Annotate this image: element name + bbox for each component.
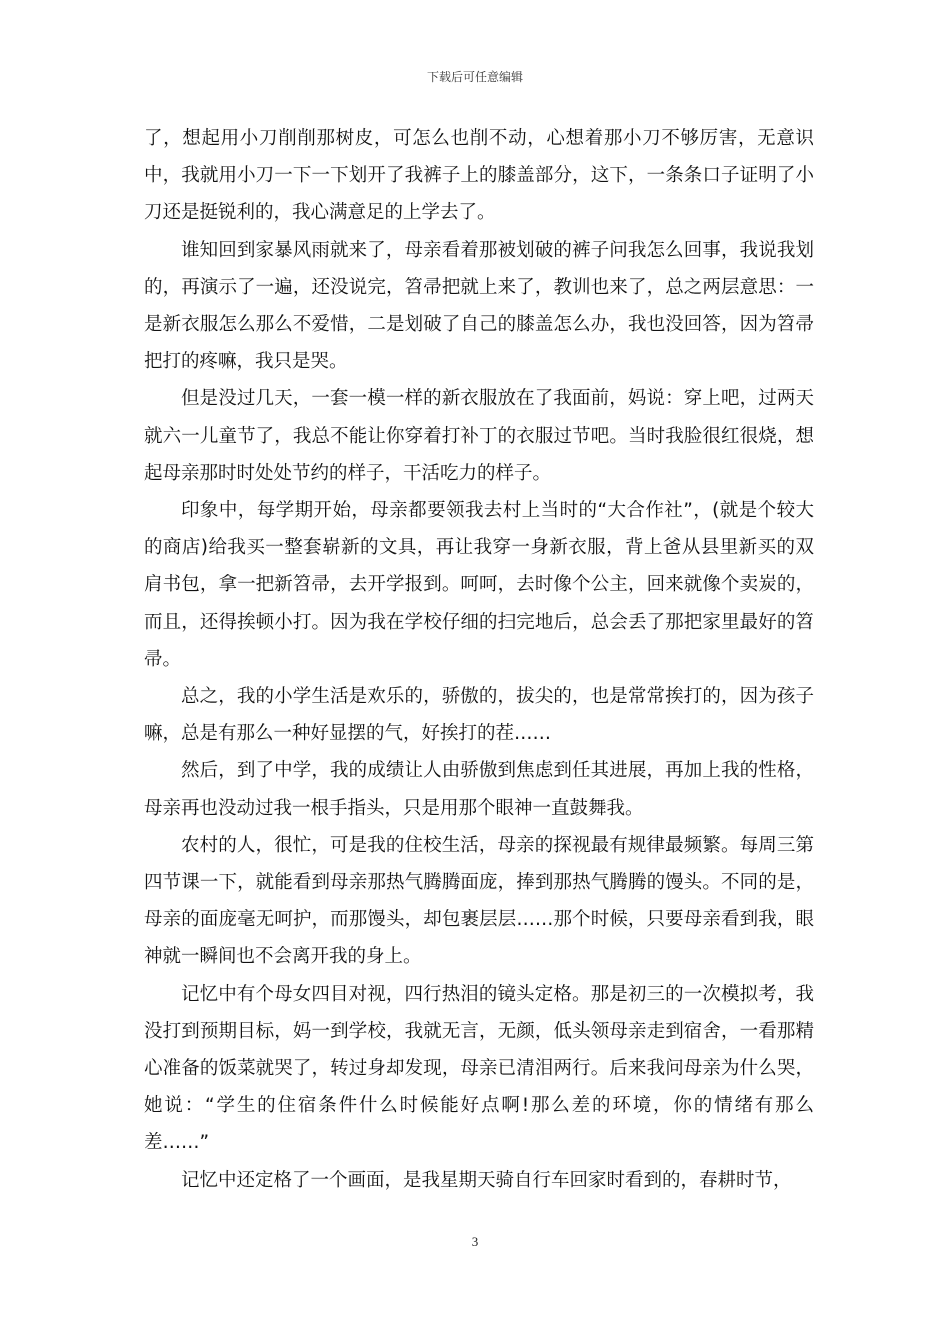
paragraph: 谁知回到家暴风雨就来了，母亲看着那被划破的裤子问我怎么回事，我说我划的，再演示了一遍，还没说完，笤帚把就上来了，教训也来了，总之两层意思：一是新衣服怎么那么不爱惜，二是划破了自己的膝盖怎么办，我也没回答，因为笤帚把打的疼嘛，我只是哭。	[144, 239, 814, 373]
paragraph: 然后，到了中学，我的成绩让人由骄傲到焦虑到任其进展，再加上我的性格，母亲再也没动过我一根手指头，只是用那个眼神一直鼓舞我。	[144, 760, 814, 819]
body-text	[144, 120, 814, 1199]
paragraph: 了，想起用小刀削削那树皮，可怎么也削不动，心想着那小刀不够厉害，无意识中，我就用小刀一下一下划开了我裤子上的膝盖部分，这下，一条条口子证明了小刀还是挺锐利的，我心满意足的上学去了。	[144, 128, 814, 224]
paragraph: 但是没过几天，一套一模一样的新衣服放在了我面前，妈说：穿上吧，过两天就六一儿童节了，我总不能让你穿着打补丁的衣服过节吧。当时我脸很红很烧，想起母亲那时时处处节约的样子，干活吃力的样子。	[144, 388, 814, 484]
page-number: 3	[471, 1234, 479, 1249]
page-header: 下载后可任意编辑	[426, 70, 523, 84]
paragraph: 记忆中有个母女四目对视，四行热泪的镜头定格。那是初三的一次模拟考，我没打到预期目标，妈一到学校，我就无言，无颜，低头领母亲走到宿舍，一看那精心准备的饭菜就哭了，转过身却发现，母亲已清泪两行。后来我问母亲为什么哭，她说：“学生的住宿条件什么时候能好点啊!那么差的环境，你的情绪有那么差……”	[144, 983, 814, 1154]
paragraph: 印象中，每学期开始，母亲都要领我去村上当时的“大合作社”，(就是个较大的商店)给我买一整套崭新的文具，再让我穿一身新衣服，背上爸从县里新买的双肩书包，拿一把新笤帚，去开学报到。呵呵，去时像个公主，回来就像个卖炭的，而且，还得挨顿小打。因为我在学校仔细的扫完地后，总会丢了那把家里最好的笤帚。	[144, 500, 814, 670]
paragraph: 记忆中还定格了一个画面，是我星期天骑自行车回家时看到的，春耕时节，	[181, 1169, 792, 1191]
paragraph: 农村的人，很忙，可是我的住校生活，母亲的探视最有规律最频繁。每周三第四节课一下，就能看到母亲那热气腾腾面庞，捧到那热气腾腾的馒头。不同的是，母亲的面庞毫无呵护，而那馒头，却包裹层层……那个时候，只要母亲看到我，眼神就一瞬间也不会离开我的身上。	[144, 834, 814, 968]
paragraph: 总之，我的小学生活是欢乐的，骄傲的，拔尖的，也是常常挨打的，因为孩子嘛，总是有那么一种好显摆的气，好挨打的茬……	[144, 686, 814, 745]
